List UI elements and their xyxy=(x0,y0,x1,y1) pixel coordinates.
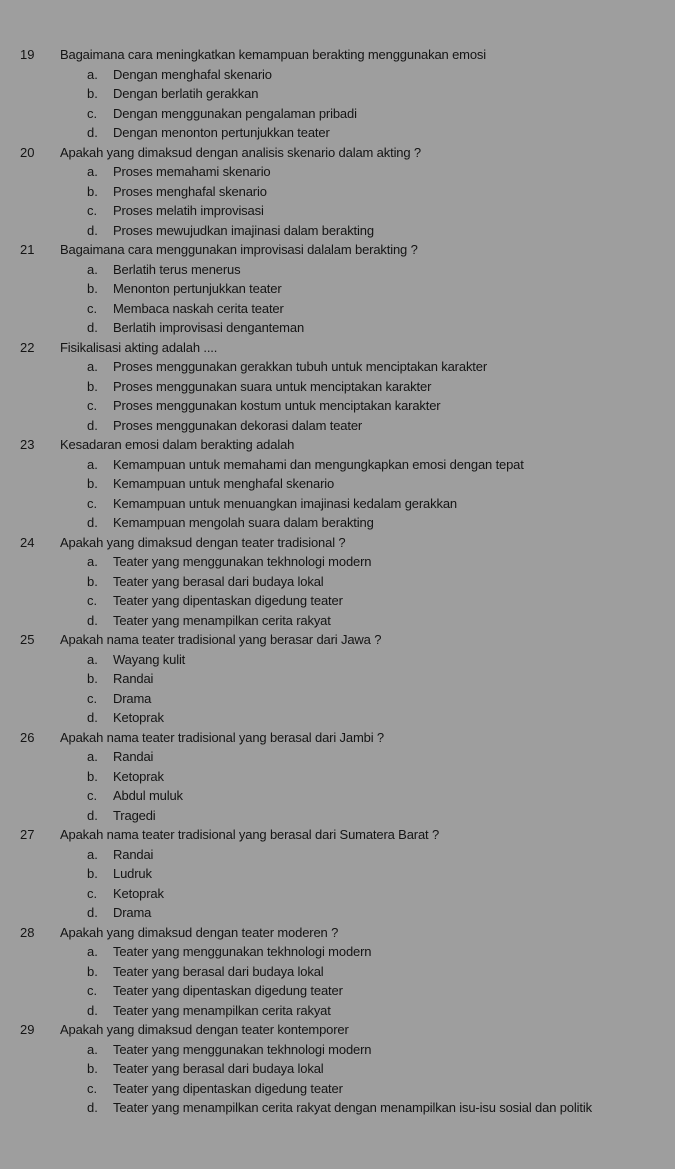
question-number: 19 xyxy=(20,47,35,62)
question-text: Bagaimana cara meningkatkan kemampuan berakting menggunakan emosi xyxy=(60,47,487,62)
question-19 xyxy=(0,45,675,143)
option-b xyxy=(0,84,675,104)
option-text: Teater yang dipentaskan digedung teater xyxy=(113,593,343,608)
option-text: Teater yang berasal dari budaya lokal xyxy=(113,573,324,589)
option-text: Teater yang berasal dari budaya lokal xyxy=(113,1061,324,1076)
option-c xyxy=(0,689,675,709)
option-a xyxy=(0,552,675,572)
option-text: Proses menggunakan suara untuk menciptakan karakter xyxy=(113,378,432,394)
option-d xyxy=(0,318,675,338)
option-text: Teater yang berasal dari budaya lokal xyxy=(113,963,324,979)
option-letter: a. xyxy=(87,944,98,959)
option-letter: a. xyxy=(87,164,98,179)
option-text: Randai xyxy=(113,671,154,686)
option-letter: c. xyxy=(87,1080,98,1096)
option-text: Ketoprak xyxy=(113,768,164,784)
option-letter: a. xyxy=(87,651,98,667)
question-stem xyxy=(0,435,675,455)
option-text: Teater yang menampilkan cerita rakyat xyxy=(113,1002,331,1018)
question-28 xyxy=(0,923,675,1021)
question-number: 27 xyxy=(20,827,35,842)
option-letter: c. xyxy=(87,983,98,998)
option-letter: b. xyxy=(87,1061,98,1076)
option-letter: d. xyxy=(87,320,98,335)
option-letter: b. xyxy=(87,281,98,296)
question-stem xyxy=(0,338,675,358)
option-letter: c. xyxy=(87,105,98,121)
question-text: Apakah yang dimaksud dengan teater moderen ? xyxy=(60,924,339,940)
option-letter: c. xyxy=(87,203,98,218)
question-number: 25 xyxy=(20,632,35,647)
option-a xyxy=(0,260,675,280)
option-letter: b. xyxy=(87,476,98,491)
question-text: Apakah yang dimaksud dengan teater kontemporer xyxy=(60,1022,349,1037)
question-stem xyxy=(0,728,675,748)
option-text: Wayang kulit xyxy=(113,651,186,667)
option-text: Teater yang menggunakan tekhnologi modern xyxy=(113,1041,372,1057)
option-letter: c. xyxy=(87,885,98,901)
question-stem xyxy=(0,45,675,65)
option-b xyxy=(0,669,675,689)
question-number: 22 xyxy=(20,339,35,355)
option-text: Randai xyxy=(113,846,154,862)
question-25 xyxy=(0,630,675,728)
question-stem xyxy=(0,1020,675,1040)
option-a xyxy=(0,357,675,377)
question-text: Kesadaran emosi dalam berakting adalah xyxy=(60,437,295,452)
option-c xyxy=(0,591,675,611)
option-d xyxy=(0,1098,675,1118)
option-text: Teater yang dipentaskan digedung teater xyxy=(113,1080,343,1096)
option-letter: b. xyxy=(87,573,98,589)
question-stem xyxy=(0,825,675,845)
option-text: Drama xyxy=(113,905,152,920)
option-letter: d. xyxy=(87,1100,98,1115)
option-c xyxy=(0,104,675,124)
option-b xyxy=(0,572,675,592)
option-text: Kemampuan untuk menghafal skenario xyxy=(113,476,335,491)
option-b xyxy=(0,1059,675,1079)
option-text: Teater yang menampilkan cerita rakyat xyxy=(113,612,331,628)
question-text: Bagaimana cara menggunakan improvisasi dalalam berakting ? xyxy=(60,242,418,257)
option-letter: d. xyxy=(87,125,98,140)
question-stem xyxy=(0,533,675,553)
option-c xyxy=(0,884,675,904)
option-letter: a. xyxy=(87,1041,98,1057)
option-text: Berlatih improvisasi denganteman xyxy=(113,320,305,335)
option-letter: b. xyxy=(87,866,98,881)
option-text: Dengan menonton pertunjukkan teater xyxy=(113,125,330,140)
question-text: Apakah nama teater tradisional yang berasal dari Jambi ? xyxy=(60,729,385,745)
question-text: Apakah yang dimaksud dengan teater tradisional ? xyxy=(60,534,346,550)
option-text: Ludruk xyxy=(113,866,152,881)
option-letter: a. xyxy=(87,749,98,764)
option-letter: a. xyxy=(87,261,98,277)
option-letter: b. xyxy=(87,963,98,979)
option-letter: a. xyxy=(87,359,98,374)
option-text: Drama xyxy=(113,690,152,706)
question-number: 23 xyxy=(20,437,35,452)
option-text: Kemampuan untuk memahami dan mengungkapkan emosi dengan tepat xyxy=(113,456,524,472)
option-b xyxy=(0,279,675,299)
option-letter: c. xyxy=(87,300,98,316)
question-number: 29 xyxy=(20,1022,35,1037)
option-letter: c. xyxy=(87,788,98,803)
question-number: 20 xyxy=(20,144,35,160)
option-c xyxy=(0,786,675,806)
question-23 xyxy=(0,435,675,533)
question-number: 28 xyxy=(20,924,35,940)
question-24 xyxy=(0,533,675,631)
option-letter: a. xyxy=(87,554,98,569)
option-letter: b. xyxy=(87,768,98,784)
option-text: Proses menggunakan gerakkan tubuh untuk menciptakan karakter xyxy=(113,359,488,374)
option-letter: c. xyxy=(87,593,98,608)
option-letter: b. xyxy=(87,671,98,686)
option-letter: d. xyxy=(87,222,98,238)
option-text: Ketoprak xyxy=(113,710,164,725)
question-stem xyxy=(0,923,675,943)
option-text: Dengan berlatih gerakkan xyxy=(113,86,259,101)
option-text: Proses mewujudkan imajinasi dalam berakting xyxy=(113,222,374,238)
option-letter: d. xyxy=(87,515,98,530)
option-text: Kemampuan mengolah suara dalam berakting xyxy=(113,515,374,530)
option-text: Teater yang menampilkan cerita rakyat dengan menampilkan isu-isu sosial dan politik xyxy=(113,1100,592,1115)
option-a xyxy=(0,65,675,85)
option-letter: a. xyxy=(87,66,98,82)
option-text: Teater yang menggunakan tekhnologi modern xyxy=(113,554,372,569)
option-letter: b. xyxy=(87,86,98,101)
option-letter: b. xyxy=(87,378,98,394)
option-letter: a. xyxy=(87,456,98,472)
option-c xyxy=(0,396,675,416)
option-letter: d. xyxy=(87,710,98,725)
option-d xyxy=(0,1001,675,1021)
question-text: Fisikalisasi akting adalah .... xyxy=(60,339,218,355)
option-d xyxy=(0,123,675,143)
option-text: Ketoprak xyxy=(113,885,164,901)
question-number: 24 xyxy=(20,534,35,550)
option-d xyxy=(0,708,675,728)
question-text: Apakah yang dimaksud dengan analisis skenario dalam akting ? xyxy=(60,144,422,160)
option-d xyxy=(0,221,675,241)
question-29 xyxy=(0,1020,675,1118)
option-b xyxy=(0,182,675,202)
option-c xyxy=(0,1079,675,1099)
question-text: Apakah nama teater tradisional yang berasar dari Jawa ? xyxy=(60,632,382,647)
option-c xyxy=(0,494,675,514)
question-21 xyxy=(0,240,675,338)
option-letter: b. xyxy=(87,183,98,199)
option-c xyxy=(0,201,675,221)
question-number: 26 xyxy=(20,729,35,745)
option-letter: d. xyxy=(87,612,98,628)
option-a xyxy=(0,455,675,475)
option-d xyxy=(0,611,675,631)
option-a xyxy=(0,162,675,182)
option-letter: a. xyxy=(87,846,98,862)
option-a xyxy=(0,942,675,962)
option-text: Teater yang dipentaskan digedung teater xyxy=(113,983,343,998)
option-text: Dengan menggunakan pengalaman pribadi xyxy=(113,105,357,121)
option-text: Proses menggunakan kostum untuk menciptakan karakter xyxy=(113,398,441,413)
option-c xyxy=(0,981,675,1001)
option-text: Berlatih terus menerus xyxy=(113,261,241,277)
question-number: 21 xyxy=(20,242,35,257)
question-20 xyxy=(0,143,675,241)
option-text: Kemampuan untuk menuangkan imajinasi kedalam gerakkan xyxy=(113,495,457,511)
option-c xyxy=(0,299,675,319)
option-b xyxy=(0,377,675,397)
option-letter: d. xyxy=(87,1002,98,1018)
option-letter: d. xyxy=(87,905,98,920)
option-d xyxy=(0,513,675,533)
option-text: Proses menggunakan dekorasi dalam teater xyxy=(113,417,363,433)
option-b xyxy=(0,962,675,982)
option-a xyxy=(0,845,675,865)
option-d xyxy=(0,903,675,923)
option-letter: c. xyxy=(87,495,98,511)
option-text: Dengan menghafal skenario xyxy=(113,66,272,82)
option-text: Proses memahami skenario xyxy=(113,164,271,179)
option-b xyxy=(0,474,675,494)
option-d xyxy=(0,806,675,826)
option-b xyxy=(0,767,675,787)
option-letter: d. xyxy=(87,417,98,433)
option-d xyxy=(0,416,675,436)
option-b xyxy=(0,864,675,884)
option-letter: c. xyxy=(87,398,98,413)
option-text: Membaca naskah cerita teater xyxy=(113,300,284,316)
option-text: Randai xyxy=(113,749,154,764)
question-22 xyxy=(0,338,675,436)
option-text: Teater yang menggunakan tekhnologi modern xyxy=(113,944,372,959)
option-a xyxy=(0,650,675,670)
option-text: Proses menghafal skenario xyxy=(113,183,267,199)
question-text: Apakah nama teater tradisional yang berasal dari Sumatera Barat ? xyxy=(60,827,440,842)
question-26 xyxy=(0,728,675,826)
option-letter: d. xyxy=(87,807,98,823)
option-text: Menonton pertunjukkan teater xyxy=(113,281,282,296)
option-text: Abdul muluk xyxy=(113,788,183,803)
question-stem xyxy=(0,143,675,163)
option-letter: c. xyxy=(87,690,98,706)
option-a xyxy=(0,1040,675,1060)
question-stem xyxy=(0,630,675,650)
option-text: Proses melatih improvisasi xyxy=(113,203,264,218)
option-text: Tragedi xyxy=(113,807,156,823)
question-stem xyxy=(0,240,675,260)
question-27 xyxy=(0,825,675,923)
option-a xyxy=(0,747,675,767)
